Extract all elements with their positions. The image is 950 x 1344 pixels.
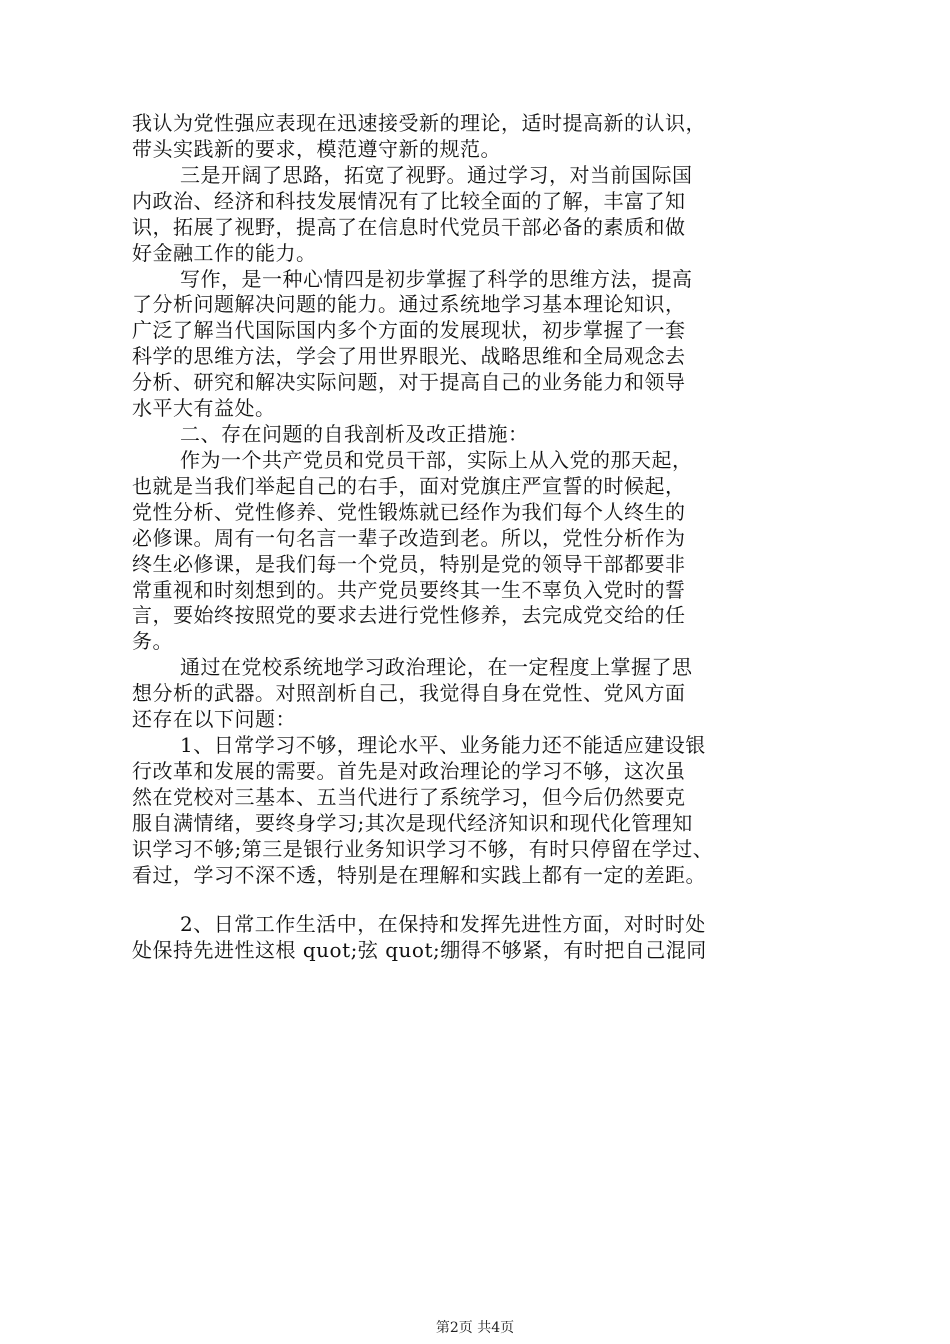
page-number: 第2页 共4页 bbox=[435, 1320, 515, 1336]
text-line: 二、存在问题的自我剖析及改正措施： bbox=[180, 422, 529, 446]
text-line: 还存在以下问题： bbox=[132, 707, 296, 731]
text-line: 必修课。周有一句名言一辈子改造到老。所以，党性分析作为 bbox=[132, 526, 686, 550]
text-line: 处保持先进性这根 quot;弦 quot;绷得不够紧，有时把自己混同 bbox=[132, 938, 707, 962]
text-line: 识学习不够;第三是银行业务知识学习不够，有时只停留在学过、 bbox=[132, 837, 714, 861]
text-line: 然在党校对三基本、五当代进行了系统学习，但今后仍然要克 bbox=[132, 785, 686, 809]
text-line: 广泛了解当代国际国内多个方面的发展现状，初步掌握了一套 bbox=[132, 318, 686, 342]
text-line: 带头实践新的要求，模范遵守新的规范。 bbox=[132, 137, 501, 161]
text-line: 想分析的武器。对照剖析自己，我觉得自身在党性、党风方面 bbox=[132, 681, 686, 705]
text-line: 1、日常学习不够，理论水平、业务能力还不能适应建设银 bbox=[180, 733, 706, 757]
text-line: 看过，学习不深不透，特别是在理解和实践上都有一定的差距。 bbox=[132, 863, 706, 887]
text-line: 行改革和发展的需要。首先是对政治理论的学习不够，这次虽 bbox=[132, 759, 686, 783]
text-line: 水平大有益处。 bbox=[132, 396, 276, 420]
text-line: 了分析问题解决问题的能力。通过系统地学习基本理论知识， bbox=[132, 292, 686, 316]
text-line: 服自满情绪，要终身学习;其次是现代经济知识和现代化管理知 bbox=[132, 811, 693, 835]
text-line: 识，拓展了视野，提高了在信息时代党员干部必备的素质和做 bbox=[132, 215, 686, 239]
text-line: 写作，是一种心情四是初步掌握了科学的思维方法，提高 bbox=[180, 267, 693, 291]
text-line: 2、日常工作生活中，在保持和发挥先进性方面，对时时处 bbox=[180, 912, 706, 936]
text-line: 我认为党性强应表现在迅速接受新的理论，适时提高新的认识， bbox=[132, 111, 706, 135]
text-line: 言，要始终按照党的要求去进行党性修养，去完成党交给的任 bbox=[132, 603, 686, 627]
text-line: 党性分析、党性修养、党性锻炼就已经作为我们每个人终生的 bbox=[132, 500, 686, 524]
text-line: 分析、研究和解决实际问题，对于提高自己的业务能力和领导 bbox=[132, 370, 686, 394]
text-line: 常重视和时刻想到的。共产党员要终其一生不辜负入党时的誓 bbox=[132, 578, 686, 602]
text-line: 好金融工作的能力。 bbox=[132, 241, 317, 265]
text-line: 三是开阔了思路，拓宽了视野。通过学习，对当前国际国 bbox=[180, 163, 693, 187]
text-line: 务。 bbox=[132, 629, 173, 653]
text-line: 也就是当我们举起自己的右手，面对党旗庄严宣誓的时候起， bbox=[132, 474, 686, 498]
text-line: 终生必修课，是我们每一个党员，特别是党的领导干部都要非 bbox=[132, 552, 686, 576]
text-line: 科学的思维方法，学会了用世界眼光、战略思维和全局观念去 bbox=[132, 344, 686, 368]
text-line: 内政治、经济和科技发展情况有了比较全面的了解，丰富了知 bbox=[132, 189, 686, 213]
text-line: 作为一个共产党员和党员干部，实际上从入党的那天起， bbox=[180, 448, 693, 472]
text-line: 通过在党校系统地学习政治理论，在一定程度上掌握了思 bbox=[180, 655, 693, 679]
